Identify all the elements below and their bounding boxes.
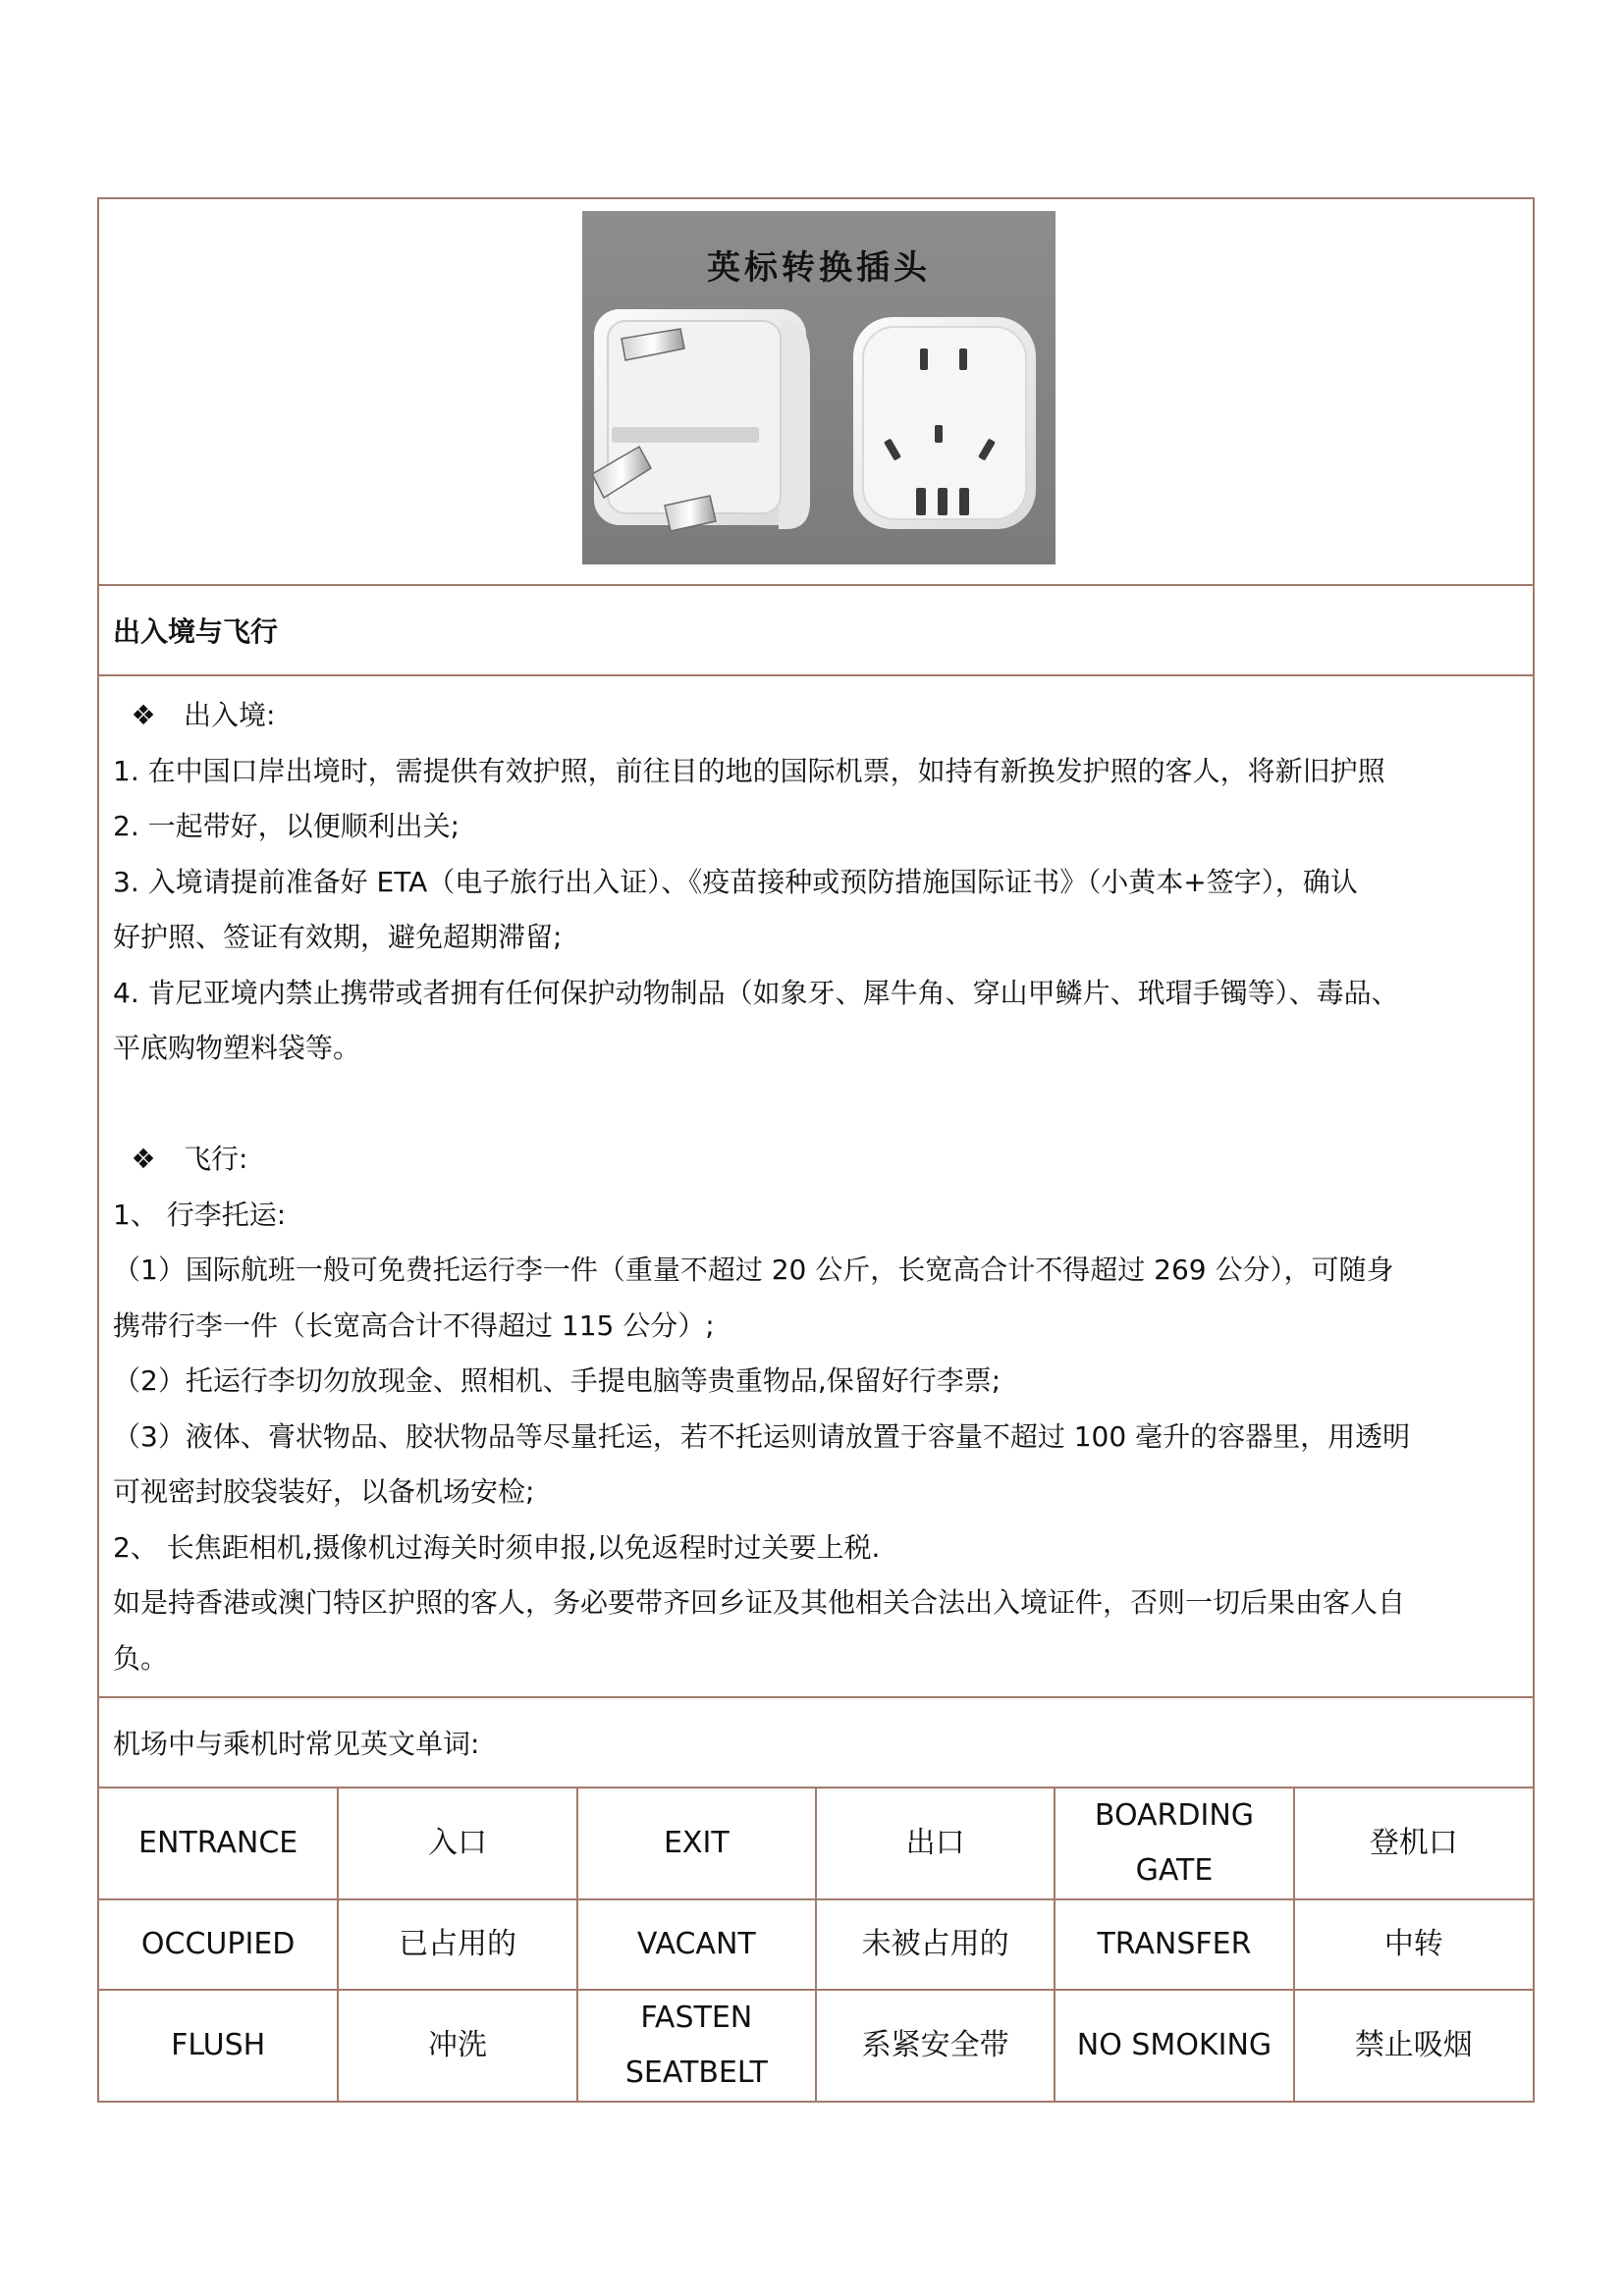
flight-line: 负。	[113, 1641, 169, 1675]
notes-body	[99, 676, 1533, 1698]
vocab-cell: FASTEN SEATBELT	[577, 1990, 816, 2101]
entry-exit-heading	[113, 688, 1519, 744]
plug-adapter-photo	[582, 211, 1056, 564]
entry-exit-line: 好护照、签证有效期，避免超期滞留;	[113, 921, 563, 953]
vocab-cell: EXIT	[577, 1789, 816, 1899]
table-row	[99, 1899, 1533, 1990]
document-frame	[97, 197, 1535, 2103]
flight-line: （3）液体、膏状物品、胶状物品等尽量托运，若不托运则请放置于容量不超过 100 毫升的容器里，用透明	[113, 1419, 1411, 1453]
entry-exit-line: 3. 入境请提前准备好 ETA（电子旅行出入证）、《疫苗接种或预防措施国际证书》（小黄本+签字），确认	[113, 865, 1358, 898]
flight-line: 可视密封胶袋装好，以备机场安检;	[113, 1475, 535, 1508]
vocab-cell: 禁止吸烟	[1294, 1990, 1533, 2101]
vocab-cell: FLUSH	[99, 1990, 338, 2101]
vocab-cell: 已占用的	[338, 1899, 576, 1990]
flight-line: （2）托运行李切勿放现金、照相机、手提电脑等贵重物品,保留好行李票;	[113, 1364, 1001, 1397]
flight-line: 如是持香港或澳门特区护照的客人，务必要带齐回乡证及其他相关合法出入境证件，否则一切后果由客人自	[113, 1586, 1406, 1619]
entry-exit-line: 2. 一起带好，以便顺利出关;	[113, 810, 460, 842]
vocab-cell: 系紧安全带	[816, 1990, 1055, 2101]
vocab-cell: VACANT	[577, 1899, 816, 1990]
spacer	[113, 1077, 1519, 1133]
flight-line: 携带行李一件（长宽高合计不得超过 115 公分）;	[113, 1308, 715, 1342]
entry-exit-line: 平底购物塑料袋等。	[113, 1032, 361, 1064]
diamond-bullet-icon: ❖	[131, 1143, 156, 1175]
section-heading: 出入境与飞行	[99, 586, 1533, 676]
vocab-cell: ENTRANCE	[99, 1789, 338, 1899]
table-row	[99, 1990, 1533, 2101]
vocab-cell: 登机口	[1294, 1789, 1533, 1899]
vocab-cell: TRANSFER	[1055, 1899, 1293, 1990]
vocab-table-row	[99, 1789, 1533, 2101]
entry-exit-line: 4. 肯尼亚境内禁止携带或者拥有任何保护动物制品（如象牙、犀牛角、穿山甲鳞片、玳瑁手镯等）、毒品、	[113, 976, 1399, 1009]
diamond-bullet-icon: ❖	[131, 699, 156, 731]
table-row	[99, 1789, 1533, 1899]
vocab-cell: OCCUPIED	[99, 1899, 338, 1990]
vocab-cell: 中转	[1294, 1899, 1533, 1990]
vocab-cell: NO SMOKING	[1055, 1990, 1293, 2101]
vocab-cell: BOARDING GATE	[1055, 1789, 1293, 1899]
vocab-cell: 冲洗	[338, 1990, 576, 2101]
vocab-cell: 出口	[816, 1789, 1055, 1899]
flight-line: （1）国际航班一般可免费托运行李一件（重量不超过 20 公斤，长宽高合计不得超过 269 公分），可随身	[113, 1254, 1394, 1286]
vocab-table	[99, 1789, 1533, 2101]
vocab-title: 机场中与乘机时常见英文单词:	[99, 1698, 1533, 1789]
flight-label: 飞行:	[184, 1143, 248, 1175]
cn-socket-icon	[853, 317, 1036, 529]
flight-line: 1、 行李托运:	[113, 1198, 287, 1231]
vocab-cell: 未被占用的	[816, 1899, 1055, 1990]
flight-heading	[113, 1132, 1519, 1188]
entry-exit-line: 1. 在中国口岸出境时，需提供有效护照，前往目的地的国际机票，如持有新换发护照的客人，将新旧护照	[113, 754, 1385, 787]
image-row	[99, 199, 1533, 586]
photo-caption: 英标转换插头	[707, 248, 931, 288]
uk-plug-icon	[592, 309, 810, 531]
flight-line: 2、 长焦距相机,摄像机过海关时须申报,以免返程时过关要上税.	[113, 1530, 881, 1564]
entry-exit-label: 出入境:	[184, 699, 276, 731]
plug-adapter-illustration	[582, 211, 1056, 564]
vocab-cell: 入口	[338, 1789, 576, 1899]
